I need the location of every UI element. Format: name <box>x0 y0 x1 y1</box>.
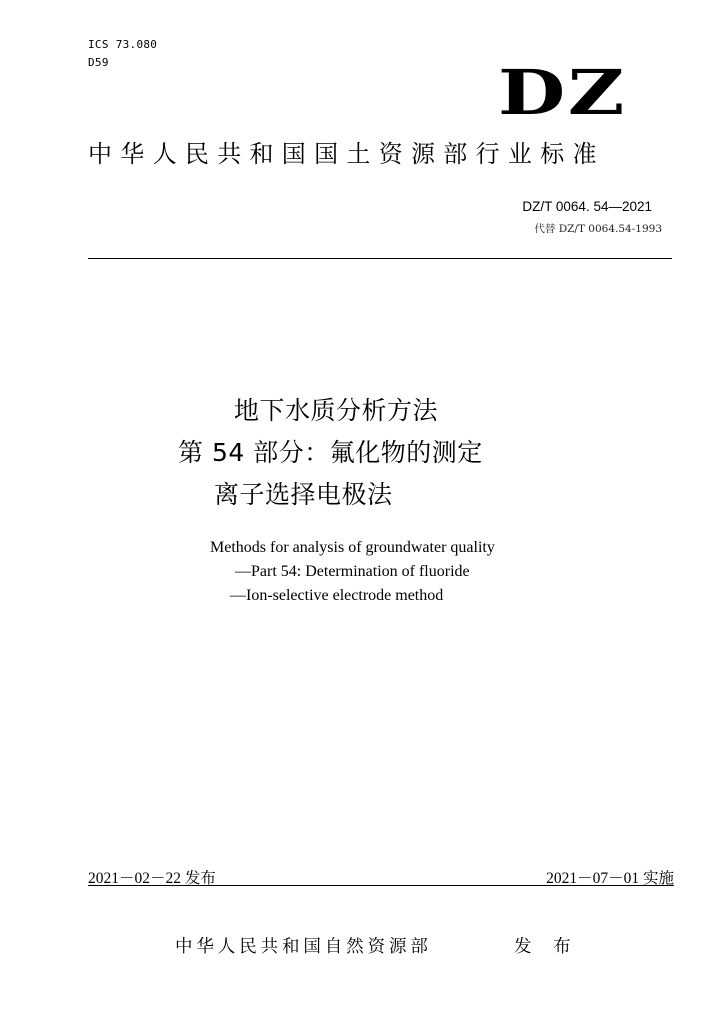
english-title-line-2: —Part 54: Determination of fluoride <box>235 563 470 580</box>
standard-category-title: 中华人民共和国国土资源部行业标准 <box>88 140 605 168</box>
issue-date: 2021－02－22 发布 <box>88 870 216 887</box>
chinese-title-line-2: 第 54 部分：氟化物的测定 <box>178 438 483 467</box>
top-divider <box>88 258 672 259</box>
issue-label: 发 布 <box>514 937 579 957</box>
chinese-title-line-1: 地下水质分析方法 <box>234 396 439 425</box>
dz-logo: DZ <box>498 56 627 129</box>
ics-code: ICS 73.080 <box>88 38 158 51</box>
english-title-line-1: Methods for analysis of groundwater quality <box>210 539 495 556</box>
implementation-date: 2021－07－01 实施 <box>546 870 674 887</box>
bottom-divider <box>88 885 674 886</box>
english-title-line-3: —Ion-selective electrode method <box>230 587 444 604</box>
standard-number: DZ/T 0064. 54—2021 <box>522 199 652 214</box>
issuing-authority: 中华人民共和国自然资源部 <box>175 937 432 957</box>
replaces-standard: 代替 DZ/T 0064.54-1993 <box>534 223 662 235</box>
chinese-title-line-3: 离子选择电极法 <box>214 480 393 509</box>
classification-code: D59 <box>88 56 109 69</box>
